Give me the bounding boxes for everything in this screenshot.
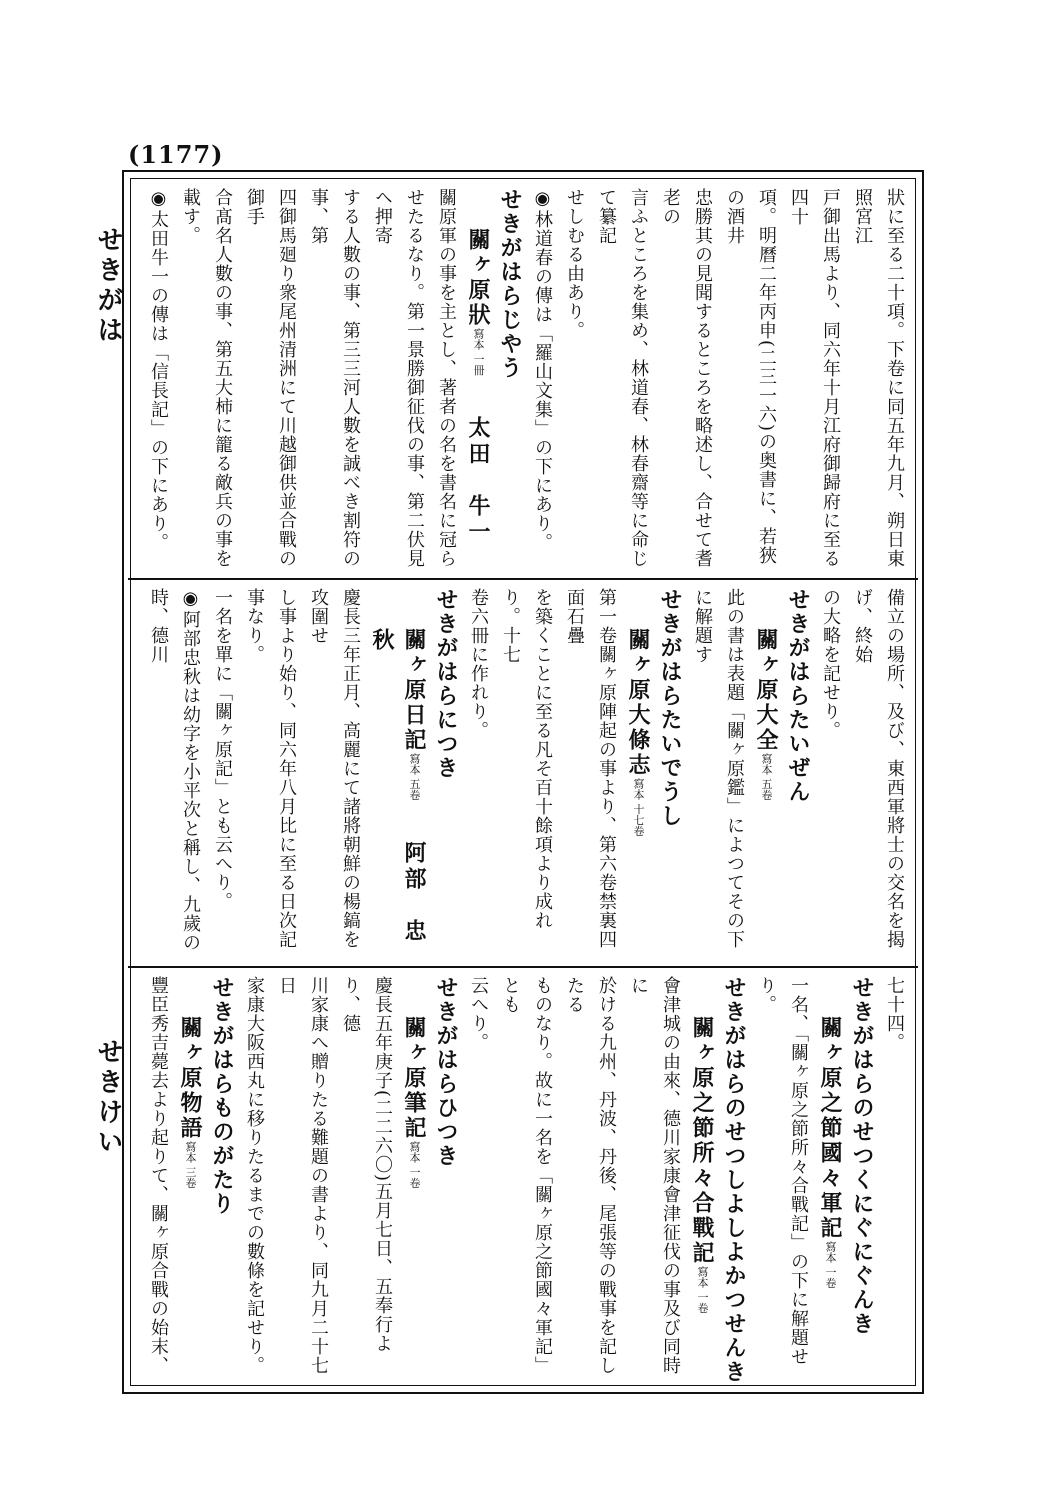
body-line: 項。明曆二年丙申(二三一六)の奥書に、若狹の酒井: [724, 188, 777, 566]
side-label-bottom: せきけい: [93, 1038, 123, 1158]
entry-reading: せきがはらものがたり: [209, 976, 235, 1216]
entry-format: 寫本 三卷: [184, 1141, 197, 1189]
body-line: 關原軍の事を主とし、著者の名を書名に冠ら: [436, 188, 457, 568]
body-line: の大略を記せり。: [820, 588, 841, 740]
entry-format: 寫本 一卷: [824, 1241, 837, 1289]
entry-reading: せきがはらたいぜん: [785, 588, 811, 804]
entry-title-text: 關ヶ原物語: [177, 1016, 203, 1141]
body-line: する人數の事、第三三河人數を誠べき割符の事、第: [308, 188, 361, 568]
entry-format: 寫本 十七卷: [632, 778, 645, 837]
side-label-top: せきがは: [93, 226, 123, 346]
entry-title: [366, 588, 430, 960]
text-band-bottom: [140, 976, 910, 1384]
entry-reading: せきがはらじやう: [497, 188, 523, 380]
page-number: (1177): [128, 140, 224, 169]
entry-reading: せきがはらにつき: [433, 588, 459, 780]
entry-title: [814, 976, 846, 1384]
body-line: 言ふところを集め、林道春、林春齋等に命じて纂記: [596, 188, 649, 568]
entry-title: [398, 976, 430, 1384]
entry-title-text: 關ヶ原之節所々合戰記: [689, 1016, 715, 1266]
body-line: 忠勝其の見聞するところを略述し、合せて耆老の: [660, 188, 713, 568]
body-line: 會津城の由來、德川家康會津征伐の事及び同時に: [628, 976, 681, 1375]
body-line: ものなり。故に一名を「關ヶ原之節國々軍記」とも: [500, 976, 553, 1375]
entry-title-text: 關ヶ原大全: [753, 628, 779, 753]
entry-title: [174, 976, 206, 1384]
body-line: 四御馬廻り衆尾州清洲にて川越御供並合戰の御手: [244, 188, 297, 568]
entry-title: [462, 188, 494, 570]
entry-format: 寫本 五卷: [408, 753, 421, 801]
entry-title-text: 關ヶ原日記: [401, 628, 427, 753]
body-line: 於ける九州、丹波、丹後、尾張等の戰事を記したる: [564, 976, 617, 1375]
body-line: 此の書は表題「關ヶ原鑑」によつてその下に解題す: [692, 588, 745, 949]
entry-reading: せきがはらひつき: [433, 976, 459, 1168]
body-line: 狀に至る二十項。下卷に同五年九月、朔日東照宮江: [852, 188, 905, 568]
body-line: ◉阿部忠秋は幼字を小平次と稱し、九歲の時、德川: [148, 588, 201, 952]
entry-title-text: 關ヶ原狀: [465, 228, 491, 328]
text-band-top: [140, 188, 910, 570]
body-line: [140, 588, 142, 960]
entry-title: [622, 588, 654, 960]
body-line: を築くことに至る凡そ百十餘項より成れり。十七: [500, 588, 553, 930]
body-line: 七十四。: [884, 976, 905, 1052]
body-line: 云へり。: [468, 976, 489, 1052]
body-line: 川家康へ贈りたる難題の書より、同九月二十七日: [276, 976, 329, 1375]
body-line: 卷六冊に作れり。: [468, 588, 489, 740]
body-line: 備立の場所、及び、東西軍將士の交名を揭げ、終始: [852, 588, 905, 949]
body-line: せたるなり。第一景勝御征伐の事、第二伏見ヘ押寄: [372, 188, 425, 568]
entry-format: 寫本 五卷: [760, 753, 773, 801]
entry-title-text: 關ヶ原大條志: [625, 628, 651, 778]
body-line: 第一卷關ヶ原陣起の事より、第六卷禁裏四面石疊: [564, 588, 617, 949]
entry-title-text: 關ヶ原之節國々軍記: [817, 1016, 843, 1241]
body-line: 合髙名人數の事、第五大柿に籠る敵兵の事を載す。: [180, 188, 233, 568]
entry-title: [750, 588, 782, 960]
band-divider: [128, 966, 918, 968]
body-line: せしむる由あり。: [564, 188, 585, 340]
entry-format: 寫本 一冊: [472, 328, 485, 376]
band-divider: [128, 578, 918, 580]
body-line: ◉太田牛一の傳は「信長記」の下にあり。: [148, 188, 169, 552]
text-band-middle: [140, 588, 910, 960]
body-line: ◉林道春の傳は「羅山文集」の下にあり。: [532, 188, 553, 552]
body-line: 戸御出馬より、同六年十月江府御歸府に至る四十: [788, 188, 841, 568]
entry-title-text: 關ヶ原筆記: [401, 1016, 427, 1141]
body-line: 家康大阪西丸に移りたるまでの數條を記せり。: [244, 976, 265, 1375]
entry-format: 寫本 一卷: [408, 1141, 421, 1189]
entry-format: 寫本 一卷: [696, 1266, 709, 1314]
entry-reading: せきがはらのせつしよしよかつせんき: [721, 976, 747, 1384]
entry-author: 阿部 忠秋: [369, 628, 427, 945]
entry-author: 太田 牛一: [465, 415, 491, 546]
body-line: 慶長三年正月、高麗にて諸將朝鮮の楊鎬を攻圍せ: [308, 588, 361, 949]
entry-title: [686, 976, 718, 1384]
body-line: 一名を單に「關ヶ原記」とも云へり。: [212, 588, 233, 911]
body-line: 慶長五年庚子(二二六〇)五月七日、五奉行より、德: [340, 976, 393, 1354]
entry-reading: せきがはらのせつくにぐにぐんき: [849, 976, 875, 1336]
body-line: 一名、「關ヶ原之節所々合戰記」の下に解題せり。: [756, 976, 809, 1366]
entry-reading: せきがはらたいでうし: [657, 588, 683, 828]
body-line: し事より始り、同六年八月比に至る日次記事なり。: [244, 588, 297, 949]
body-line: 豐臣秀吉薨去より起りて、關ヶ原合戰の始末、: [148, 976, 169, 1375]
